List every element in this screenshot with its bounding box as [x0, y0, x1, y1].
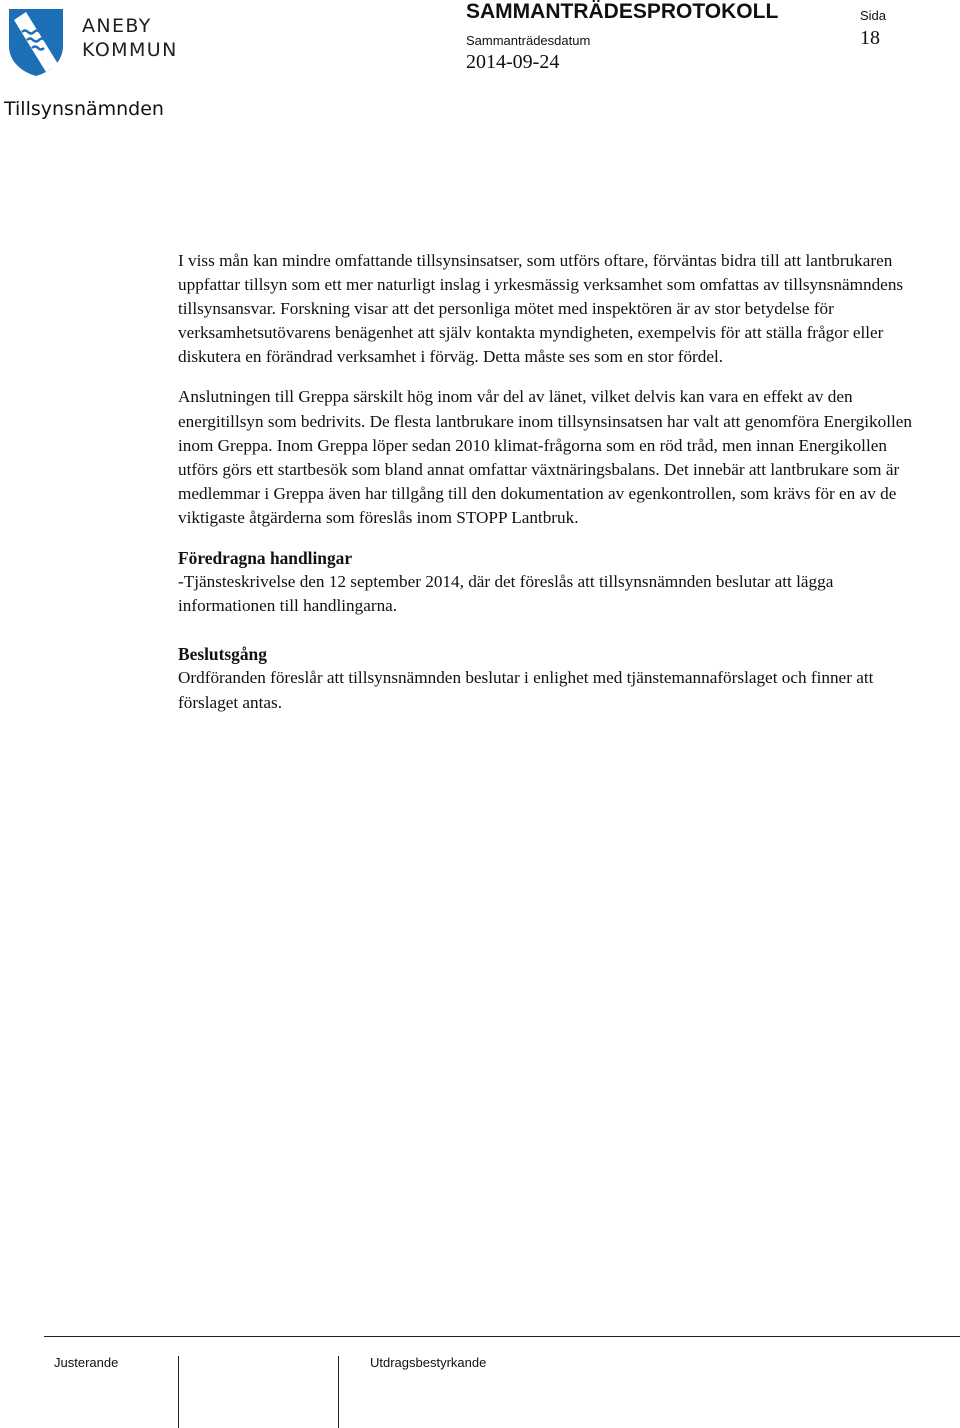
- page-label: Sida: [860, 8, 887, 23]
- meeting-date-label: Sammanträdesdatum: [466, 33, 591, 48]
- section-text-presented-documents: -Tjänsteskrivelse den 12 september 2014, där det föreslås att tillsynsnämnden beslutar att lägga informationen till handlingarna.: [178, 572, 834, 616]
- utdragsbestyrkande-label: Utdragsbestyrkande: [370, 1355, 487, 1370]
- document-title: SAMMANTRÄDESPROTOKOLL: [466, 0, 779, 23]
- organization-name: [82, 14, 178, 62]
- justerande-label: Justerande: [54, 1355, 119, 1370]
- paragraph-2: Anslutningen till Greppa särskilt hög inom vår del av länet, vilket delvis kan vara en effekt av den energitillsyn som bedrivits. De flesta lantbrukare inom tillsynsinsatsen har valt att genomföra Energikollen inom Greppa. Inom Greppa löper sedan 2010 klimat-frågorna som en röd tråd, men innan Energikollen utförs görs ett startbesök som bland annat omfattar växtnäringsbalans. Det innebär att lantbrukare som är medlemmar i Greppa även har tillgång till den dokumentation av egenkontrollen, som krävs för en av de viktigaste åtgärderna som föreslås inom STOPP Lantbruk.: [178, 387, 912, 527]
- section-presented-documents: [178, 546, 923, 618]
- committee-name: Tillsynsnämnden: [4, 98, 164, 120]
- aneby-coat-of-arms-icon: [6, 6, 66, 78]
- document-body: [178, 249, 923, 739]
- organization-name-line2: KOMMUN: [82, 39, 178, 61]
- section-heading-presented-documents: Föredragna handlingar: [178, 548, 353, 569]
- justerande-signature-line: [178, 1356, 179, 1428]
- organization-name-line1: ANEBY: [82, 15, 152, 37]
- section-heading-decision-process: Beslutsgång: [178, 644, 267, 665]
- utdrag-divider-line: [338, 1356, 339, 1428]
- footer-divider: [44, 1336, 960, 1337]
- paragraph-1-part-b: Forskning visar att det personliga mötet med inspektören är av stor betydelse för verksamhetsutövarens benägenhet att själv kontakta myndigheten, exempelvis för att ställa frågor eller diskutera en förändrad verksamhet i förväg.: [178, 299, 884, 367]
- paragraph-1-part-c: Detta måste ses som en stor fördel.: [482, 347, 724, 367]
- page-number: 18: [860, 27, 880, 49]
- paragraph-1: [178, 249, 923, 369]
- section-text-decision-process: Ordföranden föreslår att tillsynsnämnden beslutar i enlighet med tjänstemannaförslaget och finner att förslaget antas.: [178, 668, 874, 712]
- section-decision-process: [178, 642, 923, 714]
- meeting-date-value: 2014-09-24: [466, 51, 560, 73]
- paragraph-1-part-a: I viss mån kan mindre omfattande tillsynsinsatser, som utförs oftare, förväntas bidra till att lantbrukaren uppfattar tillsyn som ett mer naturligt inslag i yrkesmässig verksamhet som omfattas av tillsynsnämndens tillsynsansvar.: [178, 251, 904, 319]
